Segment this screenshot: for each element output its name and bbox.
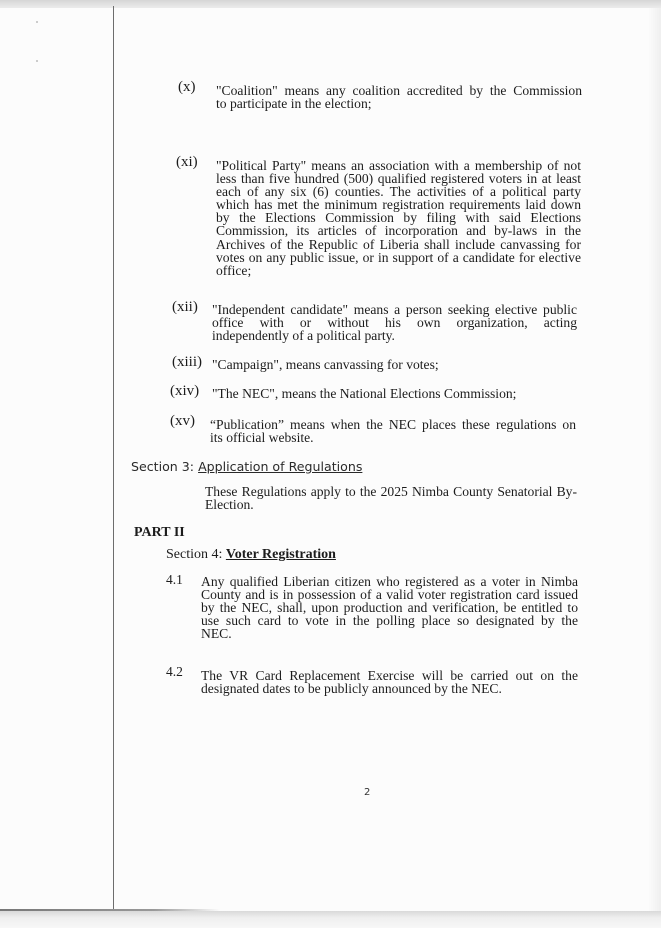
text-line: "Political Party" means an association with a membership of not — [216, 158, 581, 173]
section-title: Application of Regulations — [198, 459, 363, 474]
scan-bottom-edge — [0, 911, 661, 928]
section-title: Voter Registration — [225, 547, 336, 562]
text-line: "Coalition" means any coalition accredited by the Commission — [216, 83, 582, 98]
section-prefix: Section 3: — [131, 459, 199, 474]
text-line: “Publication” means when the NEC places these regulations on — [210, 417, 576, 432]
text-line: These Regulations apply to the 2025 Nimba County Senatorial By- — [205, 484, 577, 499]
definition-number: (xiii) — [172, 354, 202, 370]
text-line: office; — [216, 262, 252, 278]
definition-independent-candidate — [212, 303, 577, 342]
section-prefix: Section 4: — [166, 547, 226, 562]
scan-top-edge — [0, 0, 661, 8]
text-line: less than five hundred (500) qualified registered voters in at least — [216, 171, 581, 187]
definition-number: (xii) — [172, 299, 198, 315]
text-line: Commission, its articles of incorporation and by-laws in the — [216, 223, 581, 239]
clause-4-1 — [201, 575, 578, 640]
page-number: 2 — [364, 787, 371, 798]
text-line: Election. — [205, 497, 254, 513]
text-line: each of any six (6) counties. The activities of a political party — [216, 184, 581, 200]
text-line: office with or without his own organization, acting — [212, 315, 577, 331]
text-line: by the NEC, shall, upon production and verification, be entitled to — [201, 600, 578, 616]
clause-number: 4.2 — [166, 664, 183, 679]
text-line: County and is in possession of a valid voter registration card issued — [201, 587, 578, 603]
clause-4-2 — [201, 669, 578, 695]
section-4-heading — [166, 547, 336, 563]
text-line: by the Elections Commission by filing with said Elections — [216, 210, 581, 226]
text-line: designated dates to be publicly announced by the NEC. — [201, 681, 502, 697]
text-line: Archives of the Republic of Liberia shall include canvassing for — [216, 236, 581, 252]
definition-publication — [210, 418, 576, 444]
section-3-body — [205, 485, 577, 511]
part-heading: PART II — [134, 525, 185, 540]
text-line: votes on any public issue, or in support of a candidate for elective — [216, 249, 581, 265]
text-line: to participate in the election; — [216, 96, 372, 112]
margin-rule — [113, 6, 114, 928]
scan-speck — [36, 60, 38, 62]
text-line: independently of a political party. — [212, 328, 395, 344]
definition-campaign — [212, 358, 577, 371]
text-line: "Campaign", means canvassing for votes; — [212, 357, 439, 372]
text-line: Any qualified Liberian citizen who registered as a voter in Nimba — [201, 574, 578, 589]
text-line: "Independent candidate" means a person seeking elective public — [212, 302, 577, 317]
clause-number: 4.1 — [166, 572, 183, 587]
definition-number: (xiv) — [170, 383, 200, 399]
definition-coalition — [216, 84, 582, 110]
text-line: its official website. — [210, 430, 314, 446]
text-line: which has met the minimum registration requirements laid down — [216, 197, 581, 213]
definition-number: (xi) — [176, 154, 198, 170]
definition-number: (xv) — [170, 413, 195, 429]
text-line: The VR Card Replacement Exercise will be carried out on the — [201, 668, 578, 683]
definition-number: (x) — [178, 79, 196, 95]
text-line: use such card to vote in the polling place so designated by the — [201, 613, 578, 629]
text-line: "The NEC", means the National Elections Commission; — [212, 386, 517, 401]
page-right-shadow — [648, 8, 661, 911]
section-3-heading — [131, 459, 362, 474]
definition-nec — [212, 387, 577, 400]
text-line: NEC. — [201, 626, 232, 642]
scan-speck — [36, 21, 38, 23]
definition-political-party — [216, 159, 581, 277]
